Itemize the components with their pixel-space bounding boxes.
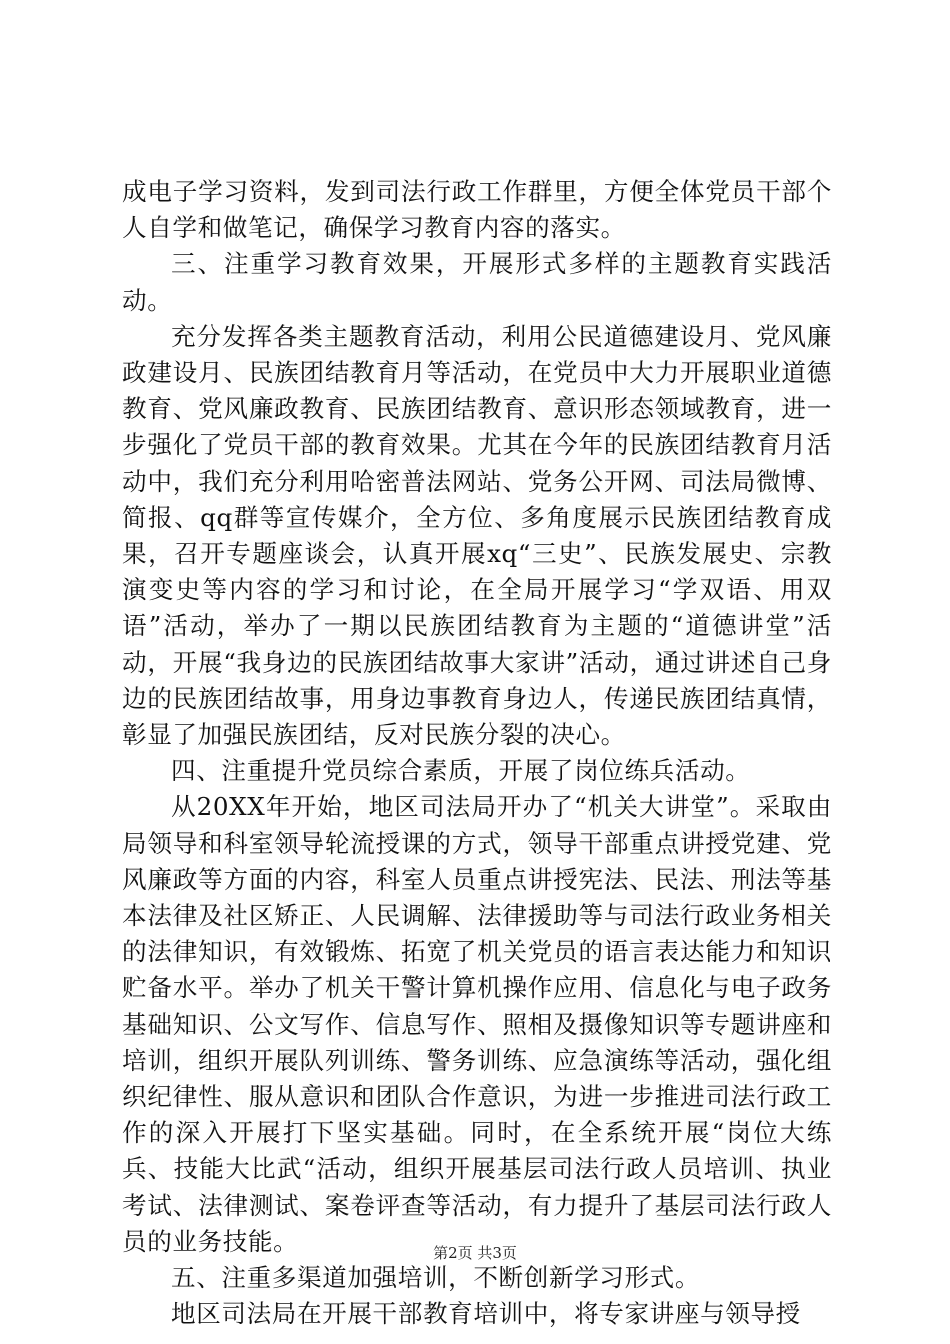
- paragraph-4-heading: 四、注重提升党员综合素质，开展了岗位练兵活动。: [171, 756, 751, 786]
- paragraph-3: 充分发挥各类主题教育活动，利用公民道德建设月、党风廉政建设月、民族团结教育月等活动，在党员中大力开展职业道德教育、党风廉政教育、民族团结教育、意识形态领域教育，进一步强化了党员干部的教育效果。尤其在今年的民族团结教育月活动中，我们充分利用哈密普法网站、党务公开网、司法局微博、简报、qq群等宣传媒介，全方位、多角度展示民族团结教育成果，召开专题座谈会，认真开展xq“三史”、民族发展史、宗教演变史等内容的学习和讨论，在全局开展学习“学双语、用双语”活动，举办了一期以民族团结教育为主题的“道德讲堂”活动，开展“我身边的民族团结故事大家讲”活动，通过讲述自己身边的民族团结故事，用身边事教育身边人，传递民族团结真情，彰显了加强民族团结，反对民族分裂的决心。: [122, 321, 832, 750]
- paragraph-1: 成电子学习资料，发到司法行政工作群里，方便全体党员干部个人自学和做笔记，确保学习教育内容的落实。: [122, 177, 832, 243]
- paragraph-6-heading: 五、注重多渠道加强培训，不断创新学习形式。: [171, 1263, 701, 1293]
- document-body: [122, 174, 832, 1333]
- paragraph-7: 地区司法局在开展干部教育培训中，将专家讲座与领导授: [171, 1299, 801, 1329]
- paragraph-5: 从20XX年开始，地区司法局开办了“机关大讲堂”。采取由局领导和科室领导轮流授课的方式，领导干部重点讲授党建、党风廉政等方面的内容，科室人员重点讲授宪法、民法、刑法等基本法律及社区矫正、人民调解、法律援助等与司法行政业务相关的法律知识，有效锻炼、拓宽了机关党员的语言表达能力和知识贮备水平。举办了机关干警计算机操作应用、信息化与电子政务基础知识、公文写作、信息写作、照相及摄像知识等专题讲座和培训，组织开展队列训练、警务训练、应急演练等活动，强化组织纪律性、服从意识和团队合作意识，为进一步推进司法行政工作的深入开展打下坚实基础。同时，在全系统开展“岗位大练兵、技能大比武“活动，组织开展基层司法行政人员培训、执业考试、法律测试、案卷评查等活动，有力提升了基层司法行政人员的业务技能。: [122, 792, 832, 1256]
- paragraph-2-heading: 三、注重学习教育效果，开展形式多样的主题教育实践活动。: [122, 249, 832, 315]
- page-number-footer: 第2页 共3页: [433, 1244, 517, 1262]
